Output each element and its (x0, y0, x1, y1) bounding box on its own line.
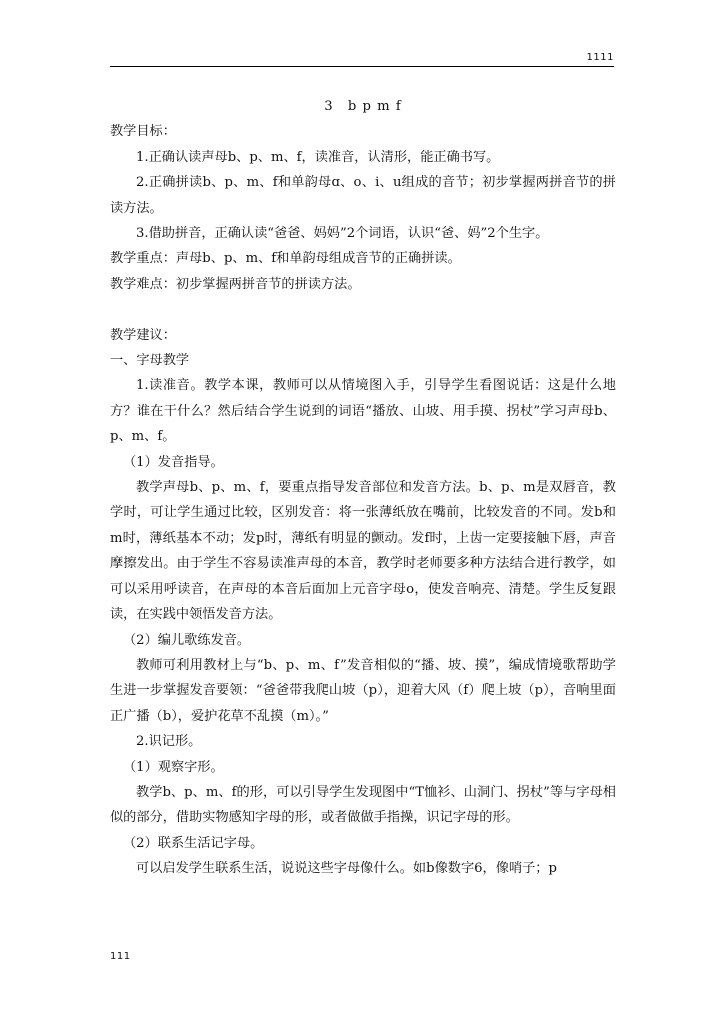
goal-2: 2.正确拼读b、p、m、f和单韵母ɑ、o、i、u组成的音节；初步掌握两拼音节的拼读方法。 (110, 175, 616, 216)
sub1-text: 教学声母b、p、m、f，要重点指导发音部位和发音方法。b、p、m是双唇音，教学时，可让学生通过比较，区别发音：将一张薄纸放在嘴前，比较发音的不同。发b和m时，薄纸基本不动；发p时，薄纸有明显的颤动。发f时，上齿一定要接触下唇，声音摩擦发出。由于学生不容易读准声母的本音，教学时老师要多种方法结合进行教学，如可以采用呼读音，在声母的本音后面加上元音字母o，使发音响亮、清楚。学生反复跟读，在实践中领悟发音方法。 (110, 480, 616, 623)
item-2: 2.识记形。 (136, 734, 202, 750)
document-body (110, 94, 616, 882)
key-point: 教学重点：声母b、p、m、f和单韵母组成音节的正确拼读。 (110, 251, 461, 267)
goal-3: 3.借助拼音，正确认读“爸爸、妈妈”2个词语，认识“爸、妈”2个生字。 (136, 226, 549, 242)
goals-heading: 教学目标： (110, 124, 176, 140)
lesson-title: 3 b p m f (324, 99, 402, 114)
footer-page-number: 111 (110, 951, 131, 962)
sub3-heading: （1）观察字形。 (123, 759, 224, 775)
difficulty: 教学难点：初步掌握两拼音节的拼读方法。 (110, 276, 361, 292)
suggestions-heading: 教学建议： (110, 327, 176, 343)
sub2-heading: （2）编儿歌练发音。 (123, 632, 251, 648)
goal-1: 1.正确认读声母b、p、m、f，读准音，认清形，能正确书写。 (136, 149, 500, 165)
sub3-text: 教学b、p、m、f的形，可以引导学生发现图中“T恤衫、山洞门、拐杖”等与字母相似的部分，借助实物感知字母的形，或者做做手指操，识记字母的形。 (110, 784, 616, 826)
part1-heading: 一、字母教学 (110, 353, 190, 369)
item-1: 1.读准音。教学本课，教师可以从情境图入手，引导学生看图说话：这是什么地方？谁在干什么？然后结合学生说到的词语“播放、山坡、用手摸、拐杖”学习声母b、p、m、f。 (110, 378, 616, 445)
sub1-heading: （1）发音指导。 (123, 454, 224, 470)
sub2-text: 教师可利用教材上与“b、p、m、f”发音相似的“播、坡、摸”，编成情境歌帮助学生进一步掌握发音要领：“爸爸带我爬山坡（p），迎着大风（f）爬上坡（p），音响里面正广播（b），爱护花草不乱摸（m）。” (110, 657, 616, 724)
sub4-text: 可以启发学生联系生活，说说这些字母像什么。如b像数字6，像哨子；p (136, 861, 557, 877)
blank-line (110, 297, 616, 322)
header-page-number: 1111 (586, 52, 614, 63)
sub4-heading: （2）联系生活记字母。 (123, 835, 264, 851)
header-rule (110, 66, 614, 67)
